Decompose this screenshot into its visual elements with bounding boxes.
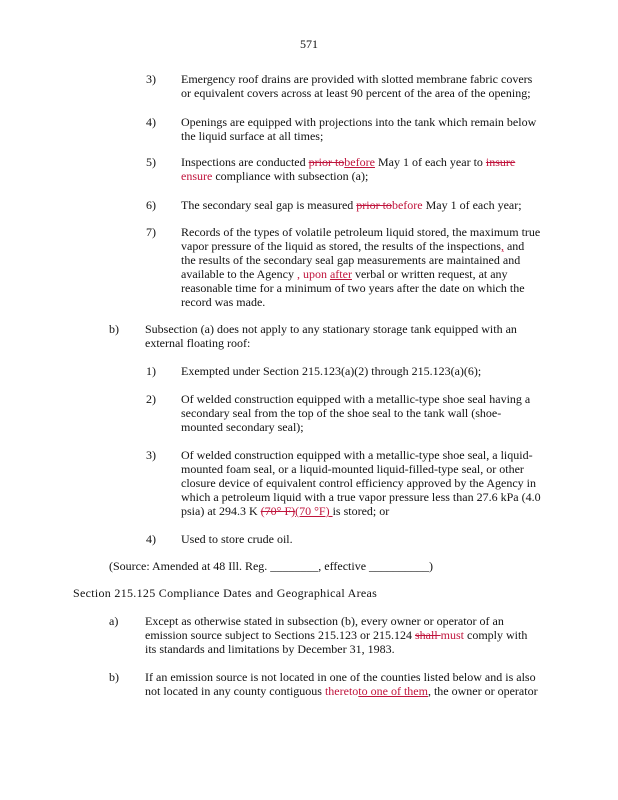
text-segment: The secondary seal gap is measured bbox=[181, 198, 357, 212]
text-line bbox=[145, 642, 395, 656]
text-segment: Records of the types of volatile petroleum liquid stored, the maximum true bbox=[181, 225, 541, 239]
paragraph-label: b) bbox=[109, 670, 119, 684]
text-segment: Except as otherwise stated in subsection (b), every owner or operator of an bbox=[145, 614, 504, 628]
inserted-text: must bbox=[440, 628, 464, 642]
text-segment: mounted foam seal, or a liquid-mounted liquid-filled-type seal, or other bbox=[181, 462, 524, 476]
text-segment: compliance with subsection (a); bbox=[212, 169, 369, 183]
text-segment: which a petroleum liquid with a true vapor pressure less than 27.6 kPa (4.0 bbox=[181, 490, 541, 504]
inserted-text: , bbox=[500, 239, 504, 253]
paragraph-label: 5) bbox=[146, 155, 156, 169]
inserted-text: to one of them bbox=[358, 684, 428, 698]
text-line bbox=[181, 406, 501, 420]
text-segment: psia) at 294.3 K bbox=[181, 504, 261, 518]
text-segment: May 1 of each year to bbox=[374, 155, 486, 169]
text-line bbox=[181, 129, 323, 143]
text-segment: vapor pressure of the liquid as stored, the results of the inspections bbox=[181, 239, 501, 253]
text-segment: secondary seal from the top of the shoe seal to the tank wall (shoe- bbox=[181, 406, 502, 420]
text-line bbox=[181, 504, 389, 518]
text-line bbox=[181, 462, 524, 476]
text-line bbox=[145, 614, 504, 628]
text-line bbox=[181, 392, 530, 406]
text-line bbox=[145, 336, 250, 350]
inserted-text: before bbox=[391, 198, 423, 212]
text-segment: the results of the secondary seal gap measurements are maintained and bbox=[181, 253, 521, 267]
text-segment: closure device of equivalent control efficiency approved by the Agency in bbox=[181, 476, 536, 490]
text-line bbox=[181, 169, 368, 183]
text-line bbox=[181, 267, 508, 281]
paragraph-label: 3) bbox=[146, 448, 156, 462]
inserted-text: (70 °F) bbox=[295, 504, 333, 518]
text-line bbox=[181, 225, 540, 239]
text-segment: , the owner or operator bbox=[427, 684, 538, 698]
text-line bbox=[145, 670, 536, 684]
section-heading: Section 215.125 Compliance Dates and Geographical Areas bbox=[73, 586, 378, 600]
deleted-text: prior to bbox=[308, 155, 345, 169]
text-line bbox=[109, 559, 433, 573]
text-segment: record was made. bbox=[181, 295, 266, 309]
text-line bbox=[181, 532, 293, 546]
deleted-text: shall bbox=[414, 628, 441, 642]
text-segment: Exempted under Section 215.123(a)(2) through 215.123(a)(6); bbox=[181, 364, 482, 378]
text-segment: May 1 of each year; bbox=[422, 198, 522, 212]
text-line bbox=[145, 628, 527, 642]
text-line bbox=[181, 448, 533, 462]
page-number: 571 bbox=[300, 37, 318, 51]
text-segment: If an emission source is not located in one of the counties listed below and is also bbox=[145, 670, 536, 684]
text-line bbox=[181, 72, 532, 86]
paragraph-label: 4) bbox=[146, 115, 156, 129]
text-segment: Emergency roof drains are provided with slotted membrane fabric covers bbox=[181, 72, 533, 86]
text-line bbox=[181, 115, 536, 129]
text-line bbox=[181, 253, 520, 267]
text-segment: Subsection (a) does not apply to any stationary storage tank equipped with an bbox=[145, 322, 517, 336]
text-segment: and bbox=[503, 239, 525, 253]
deleted-text: (70° F) bbox=[260, 504, 296, 518]
paragraph-label: 7) bbox=[146, 225, 156, 239]
paragraph-label: b) bbox=[109, 322, 119, 336]
inserted-text: thereto bbox=[324, 684, 359, 698]
text-segment: or equivalent covers across at least 90 percent of the area of the opening; bbox=[181, 86, 531, 100]
text-segment: external floating roof: bbox=[145, 336, 251, 350]
text-segment: (Source: Amended at 48 Ill. Reg. ________, effective __________) bbox=[109, 559, 434, 573]
text-segment: reasonable time for a minimum of two years after the date on which the bbox=[181, 281, 525, 295]
text-segment: Openings are equipped with projections into the tank which remain below bbox=[181, 115, 537, 129]
paragraph-label: a) bbox=[109, 614, 119, 628]
text-segment: available to the Agency bbox=[181, 267, 294, 281]
text-line bbox=[181, 239, 524, 253]
text-line bbox=[181, 198, 522, 212]
text-segment: the liquid surface at all times; bbox=[181, 129, 324, 143]
text-line bbox=[181, 420, 304, 434]
text-line bbox=[181, 295, 265, 309]
text-segment: mounted secondary seal); bbox=[181, 420, 304, 434]
text-line bbox=[181, 155, 515, 169]
paragraph-label: 3) bbox=[146, 72, 156, 86]
text-segment: Of welded construction equipped with a metallic-type shoe seal, a liquid- bbox=[181, 448, 533, 462]
text-line bbox=[145, 322, 517, 336]
text-line bbox=[181, 86, 531, 100]
inserted-text: after bbox=[329, 267, 352, 281]
paragraph-label: 6) bbox=[146, 198, 156, 212]
text-segment: not located in any county contiguous bbox=[145, 684, 325, 698]
deleted-text: insure bbox=[485, 155, 516, 169]
text-segment: comply with bbox=[464, 628, 528, 642]
text-segment: verbal or written request, at any bbox=[351, 267, 508, 281]
paragraph-label: 1) bbox=[146, 364, 156, 378]
text-line bbox=[181, 281, 525, 295]
deleted-text: prior to bbox=[356, 198, 392, 212]
text-segment: Of welded construction equipped with a metallic-type shoe seal having a bbox=[181, 392, 531, 406]
text-line bbox=[181, 364, 481, 378]
text-segment: Inspections are conducted bbox=[181, 155, 309, 169]
paragraph-label: 2) bbox=[146, 392, 156, 406]
inserted-text: before bbox=[344, 155, 375, 169]
text-segment: is stored; or bbox=[332, 504, 390, 518]
paragraph-label: 4) bbox=[146, 532, 156, 546]
inserted-text: , upon bbox=[293, 267, 330, 281]
text-segment: Used to store crude oil. bbox=[181, 532, 293, 546]
inserted-text: ensure bbox=[181, 169, 213, 183]
text-segment: emission source subject to Sections 215.123 or 215.124 bbox=[145, 628, 415, 642]
text-segment: its standards and limitations by December 31, 1983. bbox=[145, 642, 395, 656]
text-line bbox=[181, 490, 541, 504]
text-line bbox=[145, 684, 538, 698]
text-line bbox=[181, 476, 536, 490]
